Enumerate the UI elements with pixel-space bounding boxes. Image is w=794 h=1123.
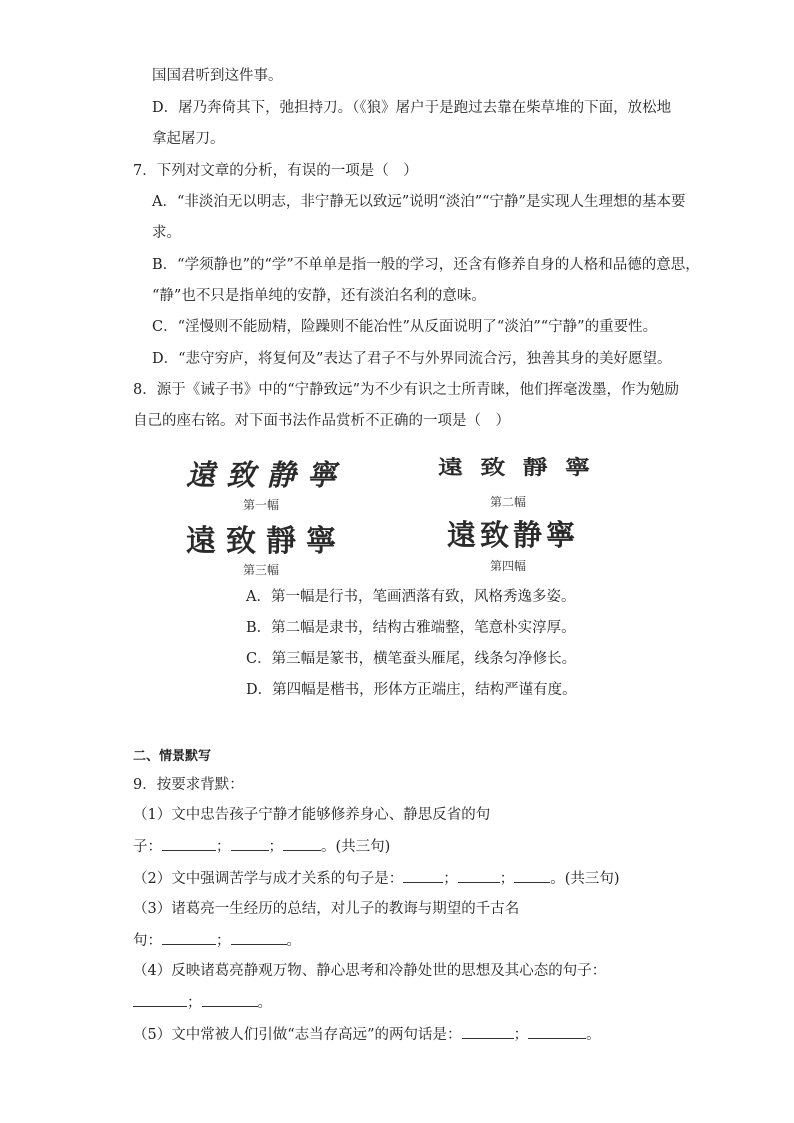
answer-blank[interactable]: [202, 992, 258, 1007]
q7-option-a-cont: 求。: [152, 225, 181, 241]
answer-blank[interactable]: [133, 992, 187, 1007]
q8-option-c: C．第三幅是篆书，横笔蚕头雁尾，线条匀净修长。: [246, 651, 577, 667]
calligraphy-2: 遠 致 靜 寧: [438, 455, 590, 479]
q8-option-b: B．第二幅是隶书，结构古雅端整，笔意朴实淳厚。: [246, 620, 576, 636]
caption-4: 第四幅: [490, 559, 527, 573]
q9-item-1: （1）文中忠告孩子宁静才能够修养身心、静思反省的句: [133, 807, 491, 823]
q7-option-b-cont: “静”也不只是指单纯的安静，还有淡泊名利的意味。: [152, 288, 486, 304]
q9-item-1-line2: 子： ； ； 。(共三句): [133, 836, 390, 857]
answer-blank[interactable]: [162, 930, 216, 945]
option-d-prev: D．屠乃奔倚其下，弛担持刀。（《狼》屠户于是跑过去靠在柴草堆的下面，放松地: [152, 100, 672, 116]
q8-option-d: D．第四幅是楷书，形体方正端庄，结构严谨有度。: [246, 682, 577, 698]
caption-3: 第三幅: [243, 563, 280, 577]
q9-item-4: （4）反映诸葛亮静观万物、静心思考和冷静处世的思想及其心态的句子：: [133, 963, 607, 979]
calligraphy-4: 遠 致 静 寧: [447, 517, 575, 552]
q7-option-a: A．“非淡泊无以明志，非宁静无以致远”说明“淡泊”“宁静”是实现人生理想的基本要: [152, 194, 686, 210]
text-line: 拿起屠刀。: [152, 131, 225, 147]
section-title: 二、情景默写: [133, 749, 212, 764]
caption-2: 第二幅: [490, 495, 527, 509]
caption-1: 第一幅: [243, 498, 280, 512]
answer-blank[interactable]: [231, 930, 287, 945]
question-9-title: 9．按要求背默：: [133, 777, 244, 793]
q9-item-3: （3）诸葛亮一生经历的总结，对儿子的教诲与期望的千古名: [133, 901, 520, 917]
answer-blank[interactable]: [458, 868, 500, 883]
q9-item-4-line2: ； 。: [133, 992, 272, 1013]
calligraphy-3: 遠 致 靜 寧: [186, 524, 336, 559]
q9-item-5: （5）文中常被人们引做“志当存高远”的两句话是： ； 。: [133, 1024, 601, 1045]
question-8-title: 8．源于《诫子书》中的“宁静致远”为不少有识之士所青睐，他们挥毫泼墨，作为勉励: [133, 382, 680, 398]
answer-blank[interactable]: [283, 836, 321, 851]
answer-blank[interactable]: [462, 1024, 514, 1039]
answer-blank[interactable]: [528, 1024, 586, 1039]
q7-option-d: D．“悲守穷庐，将复何及”表达了君子不与外界同流合污，独善其身的美好愿望。: [152, 351, 672, 367]
answer-blank[interactable]: [403, 868, 443, 883]
q9-item-3-line2: 句： ； 。: [133, 930, 301, 951]
answer-blank[interactable]: [514, 868, 550, 883]
answer-blank[interactable]: [162, 836, 216, 851]
q7-option-c: C．“淫慢则不能励精，险躁则不能冶性”从反面说明了“淡泊”“宁静”的重要性。: [152, 319, 658, 335]
question-8-title-cont: 自己的座右铭。对下面书法作品赏析不正确的一项是（ ）: [133, 413, 510, 429]
question-7-title: 7．下列对文章的分析，有误的一项是（ ）: [133, 163, 418, 179]
q8-option-a: A．第一幅是行书，笔画洒落有致，风格秀逸多姿。: [246, 589, 576, 605]
q9-item-2: （2）文中强调苦学与成才关系的句子是： ； ； 。(共三句): [133, 868, 620, 889]
text-line: 国国君听到这件事。: [152, 68, 283, 84]
answer-blank[interactable]: [231, 836, 269, 851]
calligraphy-1: 遠 致 静 寧: [186, 457, 336, 492]
q7-option-b: B．“学须静也”的“学”不单单是指一般的学习，还含有修养自身的人格和品德的意思，: [152, 257, 700, 273]
